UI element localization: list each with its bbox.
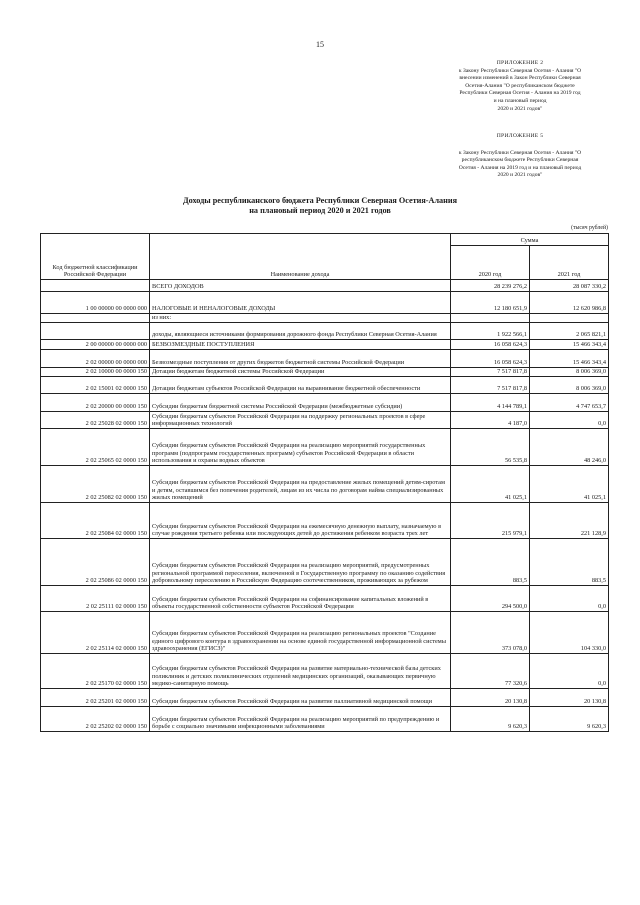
- row-value-2020: 294 500,0: [451, 586, 530, 612]
- row-value-2021: 15 466 343,4: [530, 350, 609, 368]
- appendix-5-line: Осетия - Алания на 2019 год и на плановый период: [458, 164, 582, 171]
- row-name: Субсидии бюджетам субъектов Российской Федерации на развитие паллиативной медицинской помощи: [150, 689, 451, 707]
- row-name: Субсидии бюджетам субъектов Российской Федерации на реализацию мероприятий государственных программ (подпрограмм государственных программ) субъектов Российской Федерации в области использования и охраны водных объектов: [150, 429, 451, 466]
- row-value-2020: 16 058 624,3: [451, 340, 530, 350]
- row-value-2021: 0,0: [530, 654, 609, 689]
- row-code: 2 00 00000 00 0000 000: [41, 340, 150, 350]
- row-value-2020: 4 187,0: [451, 412, 530, 429]
- row-code: 2 02 25084 02 0000 150: [41, 503, 150, 539]
- appendix-2-line: внесении изменений в Закон Республики Северная: [459, 75, 581, 82]
- table-row: [41, 323, 609, 340]
- row-name: Субсидии бюджетам субъектов Российской Федерации на поддержку региональных проектов в сфере информационных технологий: [150, 412, 451, 429]
- row-code: 2 02 25028 02 0000 150: [41, 412, 150, 429]
- row-value-2021: [530, 314, 609, 323]
- appendix-2-line: и на плановый период: [493, 97, 547, 104]
- revenue-table: [40, 233, 609, 732]
- row-value-2021: 8 006 369,0: [530, 368, 609, 377]
- page-number: 15: [316, 40, 324, 49]
- document-title: [0, 196, 640, 216]
- appendix-2-block: [425, 60, 615, 113]
- row-value-2020: 77 320,6: [451, 654, 530, 689]
- appendix-2-heading: ПРИЛОЖЕНИЕ 2: [496, 60, 544, 66]
- row-value-2021: 104 330,0: [530, 612, 609, 654]
- row-value-2021: 4 747 653,7: [530, 394, 609, 412]
- row-code: [41, 314, 150, 323]
- row-value-2020: 883,5: [451, 539, 530, 586]
- row-name: Субсидии бюджетам бюджетной системы Российской Федерации (межбюджетные субсидии): [150, 394, 451, 412]
- row-value-2021: 0,0: [530, 412, 609, 429]
- row-value-2021: 12 620 986,8: [530, 292, 609, 314]
- row-value-2021: 883,5: [530, 539, 609, 586]
- row-value-2020: 56 535,8: [451, 429, 530, 466]
- row-value-2020: 7 517 817,8: [451, 377, 530, 394]
- row-value-2020: 16 058 624,3: [451, 350, 530, 368]
- table-row: [41, 314, 609, 323]
- row-code: 2 02 00000 00 0000 000: [41, 350, 150, 368]
- header-code: Код бюджетной классификации Российской Федерации: [41, 234, 150, 280]
- row-code: 2 02 25086 02 0000 150: [41, 539, 150, 586]
- row-value-2020: 4 144 789,1: [451, 394, 530, 412]
- row-code: 2 02 15001 02 0000 150: [41, 377, 150, 394]
- row-name: из них:: [150, 314, 451, 323]
- row-value-2021: 2 065 821,1: [530, 323, 609, 340]
- appendix-5-line: 2020 и 2021 годов": [497, 172, 543, 179]
- row-value-2021: 9 620,3: [530, 707, 609, 732]
- row-name: доходы, являющиеся источниками формирования дорожного фонда Республики Северная Осетия-Алания: [150, 323, 451, 340]
- table-row: [41, 292, 609, 314]
- row-value-2020: 12 180 651,9: [451, 292, 530, 314]
- row-code: 2 02 20000 00 0000 150: [41, 394, 150, 412]
- row-name: Субсидии бюджетам субъектов Российской Федерации на реализацию мероприятий по предупреждению и борьбе с социально значимыми инфекционными заболеваниями: [150, 707, 451, 732]
- row-code: 1 00 00000 00 0000 000: [41, 292, 150, 314]
- title-line-1: Доходы республиканского бюджета Республики Северная Осетия-Алания: [183, 196, 457, 205]
- row-name: Субсидии бюджетам субъектов Российской Федерации на предоставление жилых помещений детям-сиротам и детям, оставшимся без попечения родителей, лицам из их числа по договорам найма специализированных жилых помещений: [150, 466, 451, 503]
- row-value-2021: 20 130,8: [530, 689, 609, 707]
- appendix-5-line: к Закону Республики Северная Осетия - Алания "О: [458, 149, 582, 156]
- table-row: [41, 612, 609, 654]
- row-name: Субсидии бюджетам субъектов Российской Федерации на ежемесячную денежную выплату, назначаемую в случае рождения третьего ребенка или последующих детей до достижения ребенком возраста трех лет: [150, 503, 451, 539]
- table-row: [41, 466, 609, 503]
- table-row: [41, 654, 609, 689]
- row-value-2021: 41 025,1: [530, 466, 609, 503]
- row-value-2020: 373 078,0: [451, 612, 530, 654]
- row-value-2020: 20 130,8: [451, 689, 530, 707]
- row-name: Дотации бюджетам бюджетной системы Российской Федерации: [150, 368, 451, 377]
- row-value-2021: 15 466 343,4: [530, 340, 609, 350]
- row-value-2020: [451, 314, 530, 323]
- table-row: [41, 377, 609, 394]
- row-code: 2 02 25082 02 0000 150: [41, 466, 150, 503]
- row-name: Безвозмездные поступления от других бюджетов бюджетной системы Российской Федерации: [150, 350, 451, 368]
- row-code: 2 02 25202 02 0000 150: [41, 707, 150, 732]
- row-value-2020: 9 620,3: [451, 707, 530, 732]
- row-code: [41, 280, 150, 292]
- row-name: Дотации бюджетам субъектов Российской Федерации на выравнивание бюджетной обеспеченности: [150, 377, 451, 394]
- row-value-2021: 28 087 330,2: [530, 280, 609, 292]
- row-code: 2 02 10000 00 0000 150: [41, 368, 150, 377]
- row-name: Субсидии бюджетам субъектов Российской Федерации на развитие материально-технической базы детских поликлиник и детских поликлинических отделений медицинских организаций, оказывающих первичную медико-санитарную помощь: [150, 654, 451, 689]
- row-code: 2 02 25111 02 0000 150: [41, 586, 150, 612]
- row-name: НАЛОГОВЫЕ И НЕНАЛОГОВЫЕ ДОХОДЫ: [150, 292, 451, 314]
- row-name: Субсидии бюджетам субъектов Российской Федерации на реализацию региональных проектов "Создание единого цифрового контура в здравоохранении на основе единой государственной информационной системы здравоохранения (ЕГИСЗ)": [150, 612, 451, 654]
- table-row: [41, 707, 609, 732]
- row-value-2020: 215 979,1: [451, 503, 530, 539]
- row-name: Субсидии бюджетам субъектов Российской Федерации на софинансирование капитальных вложений в объекты государственной собственности субъектов Российской Федерации: [150, 586, 451, 612]
- table-row: [41, 280, 609, 292]
- row-value-2021: 48 246,0: [530, 429, 609, 466]
- row-value-2020: 1 922 566,1: [451, 323, 530, 340]
- row-value-2021: 0,0: [530, 586, 609, 612]
- header-2021: 2021 год: [530, 246, 609, 280]
- table-row: [41, 539, 609, 586]
- appendix-5-block: [425, 133, 615, 180]
- row-value-2020: 28 239 276,2: [451, 280, 530, 292]
- row-name: БЕЗВОЗМЕЗДНЫЕ ПОСТУПЛЕНИЯ: [150, 340, 451, 350]
- table-row: [41, 586, 609, 612]
- row-name: Субсидии бюджетам субъектов Российской Федерации на реализацию мероприятий, предусмотренных региональной программой переселения, включенной в Государственную программу по оказанию содействия добровольному переселению в Российскую Федерацию соотечественников, проживающих за рубежом: [150, 539, 451, 586]
- row-value-2020: 41 025,1: [451, 466, 530, 503]
- row-value-2021: 8 006 369,0: [530, 377, 609, 394]
- row-code: 2 02 25065 02 0000 150: [41, 429, 150, 466]
- table-row: [41, 429, 609, 466]
- header-sum: Сумма: [451, 234, 609, 246]
- header-name: Наименование дохода: [150, 234, 451, 280]
- appendix-5-line: республиканском бюджете Республики Северная: [461, 157, 579, 164]
- title-line-2: на плановый период 2020 и 2021 годов: [249, 206, 391, 215]
- row-code: [41, 323, 150, 340]
- appendix-2-line: к Закону Республики Северная Осетия - Алания "О: [458, 67, 582, 74]
- row-name: ВСЕГО ДОХОДОВ: [150, 280, 451, 292]
- units-label: (тысяч рублей): [571, 225, 608, 231]
- appendix-2-line: 2020 и 2021 годов": [497, 105, 543, 112]
- table-row: [41, 368, 609, 377]
- table-row: [41, 503, 609, 539]
- appendix-2-line: Республики Северная Осетия - Алания на 2019 год: [459, 90, 581, 97]
- table-row: [41, 350, 609, 368]
- appendix-2-line: Осетия-Алания "О республиканском бюджете: [465, 82, 575, 89]
- row-value-2020: 7 517 817,8: [451, 368, 530, 377]
- header-2020: 2020 год: [451, 246, 530, 280]
- table-row: [41, 340, 609, 350]
- appendix-5-heading: ПРИЛОЖЕНИЕ 5: [496, 133, 544, 139]
- table-row: [41, 689, 609, 707]
- row-code: 2 02 25114 02 0000 150: [41, 612, 150, 654]
- table-row: [41, 412, 609, 429]
- row-code: 2 02 25201 02 0000 150: [41, 689, 150, 707]
- row-value-2021: 221 128,9: [530, 503, 609, 539]
- row-code: 2 02 25170 02 0000 150: [41, 654, 150, 689]
- table-row: [41, 394, 609, 412]
